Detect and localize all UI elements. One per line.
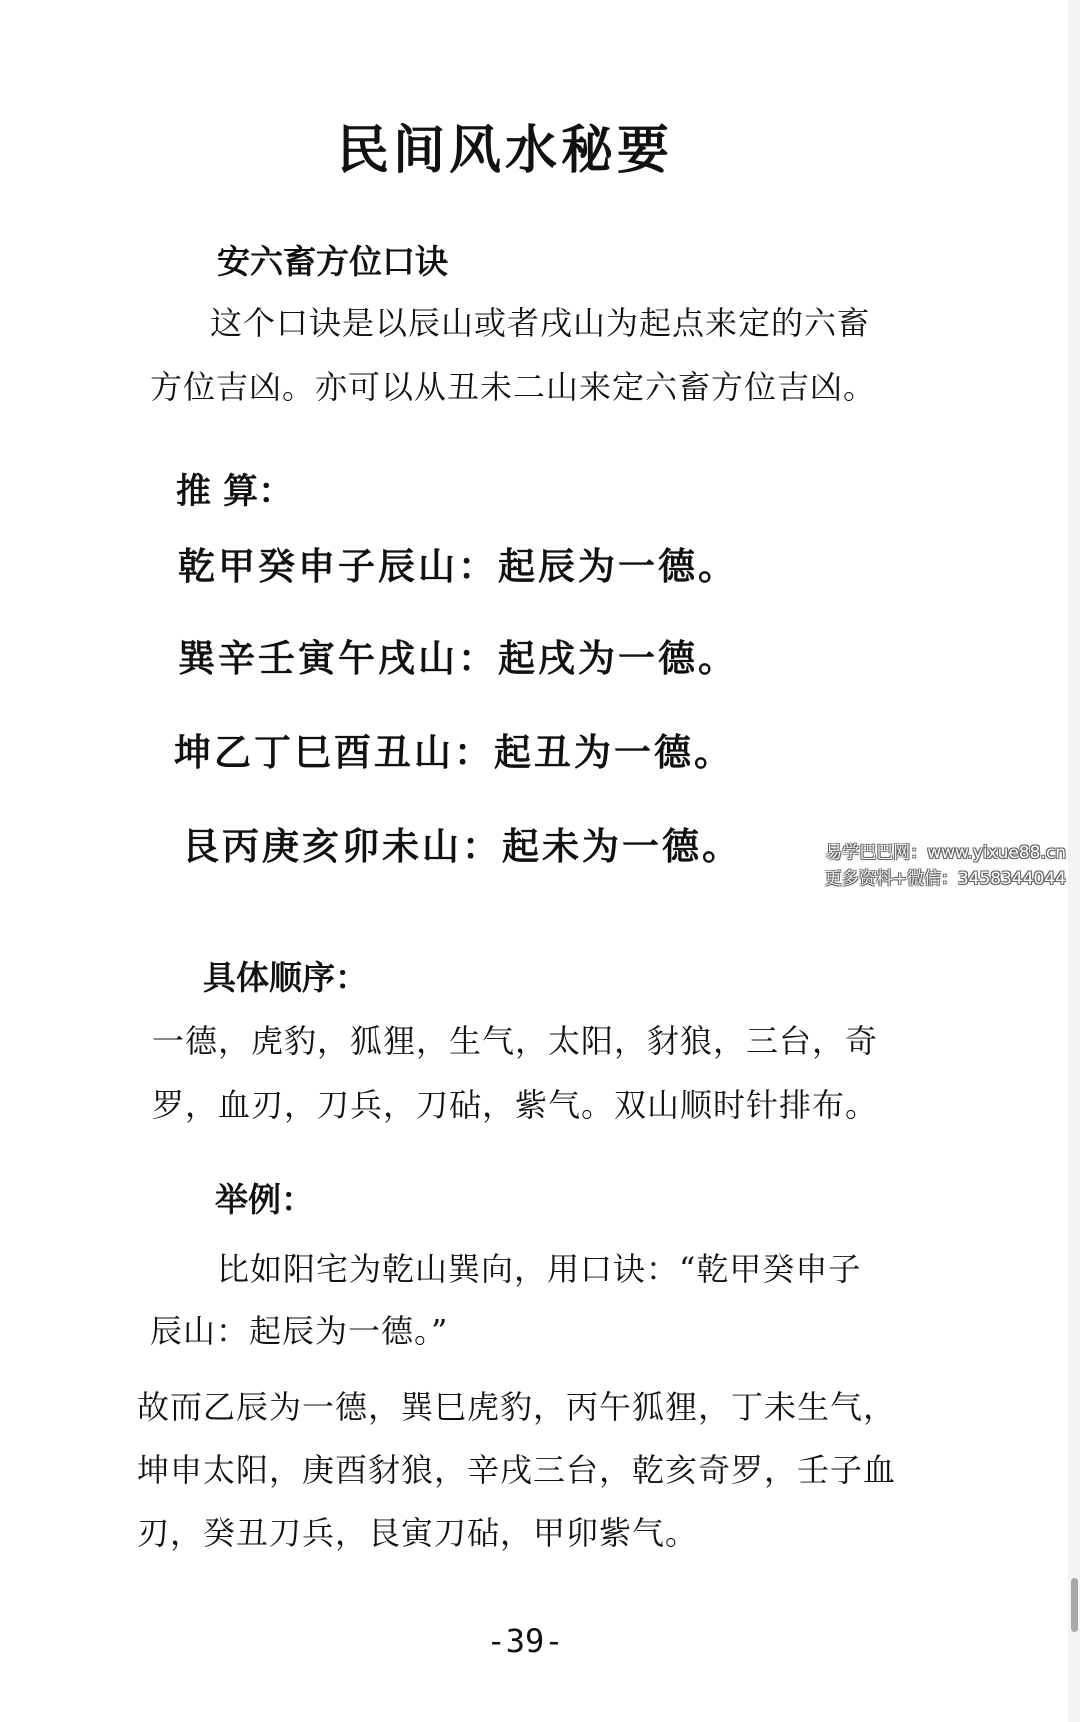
example-line-1: 比如阳宅为乾山巽向，用口诀：“乾甲癸申子 xyxy=(217,1250,862,1288)
order-line-1: 一德，虎豹，狐狸，生气，太阳，豺狼，三台，奇 xyxy=(152,1022,879,1060)
section-heading: 安六畜方位口诀 xyxy=(217,242,448,281)
rule-line-1: 乾甲癸申子辰山：起辰为一德。 xyxy=(178,544,738,588)
scrollbar-thumb[interactable] xyxy=(1071,1578,1078,1632)
scrollbar[interactable] xyxy=(1068,0,1080,1722)
rule-line-2: 巽辛壬寅午戌山：起戌为一德。 xyxy=(178,636,738,680)
result-line-3: 刃，癸丑刀兵，艮寅刀砧，甲卯紫气。 xyxy=(137,1514,699,1552)
calc-heading: 推 算： xyxy=(176,471,294,512)
order-heading: 具体顺序： xyxy=(203,958,368,997)
intro-line-2: 方位吉凶。亦可以从丑未二山来定六畜方位吉凶。 xyxy=(150,368,877,406)
result-line-2: 坤申太阳，庚酉豺狼，辛戌三台，乾亥奇罗，壬子血 xyxy=(137,1451,897,1489)
watermark-line-2: 更多资料+微信：3458344044 xyxy=(824,869,1066,889)
rule-line-4: 艮丙庚亥卯未山：起未为一德。 xyxy=(182,824,742,868)
page-title: 民间风水秘要 xyxy=(336,120,673,181)
rule-line-3: 坤乙丁巳酉丑山：起丑为一德。 xyxy=(174,730,734,774)
result-line-1: 故而乙辰为一德，巽巳虎豹，丙午狐狸，丁未生气， xyxy=(137,1388,897,1426)
example-heading: 举例： xyxy=(215,1180,314,1219)
intro-line-1: 这个口诀是以辰山或者戌山为起点来定的六畜 xyxy=(210,304,871,342)
order-line-2: 罗，血刃，刀兵，刀砧，紫气。双山顺时针排布。 xyxy=(152,1086,879,1124)
example-line-2: 辰山：起辰为一德。” xyxy=(150,1312,449,1350)
page-number: -39- xyxy=(486,1622,564,1660)
watermark-line-1: 易学巴巴网：www.yixue88.cn xyxy=(825,843,1066,863)
